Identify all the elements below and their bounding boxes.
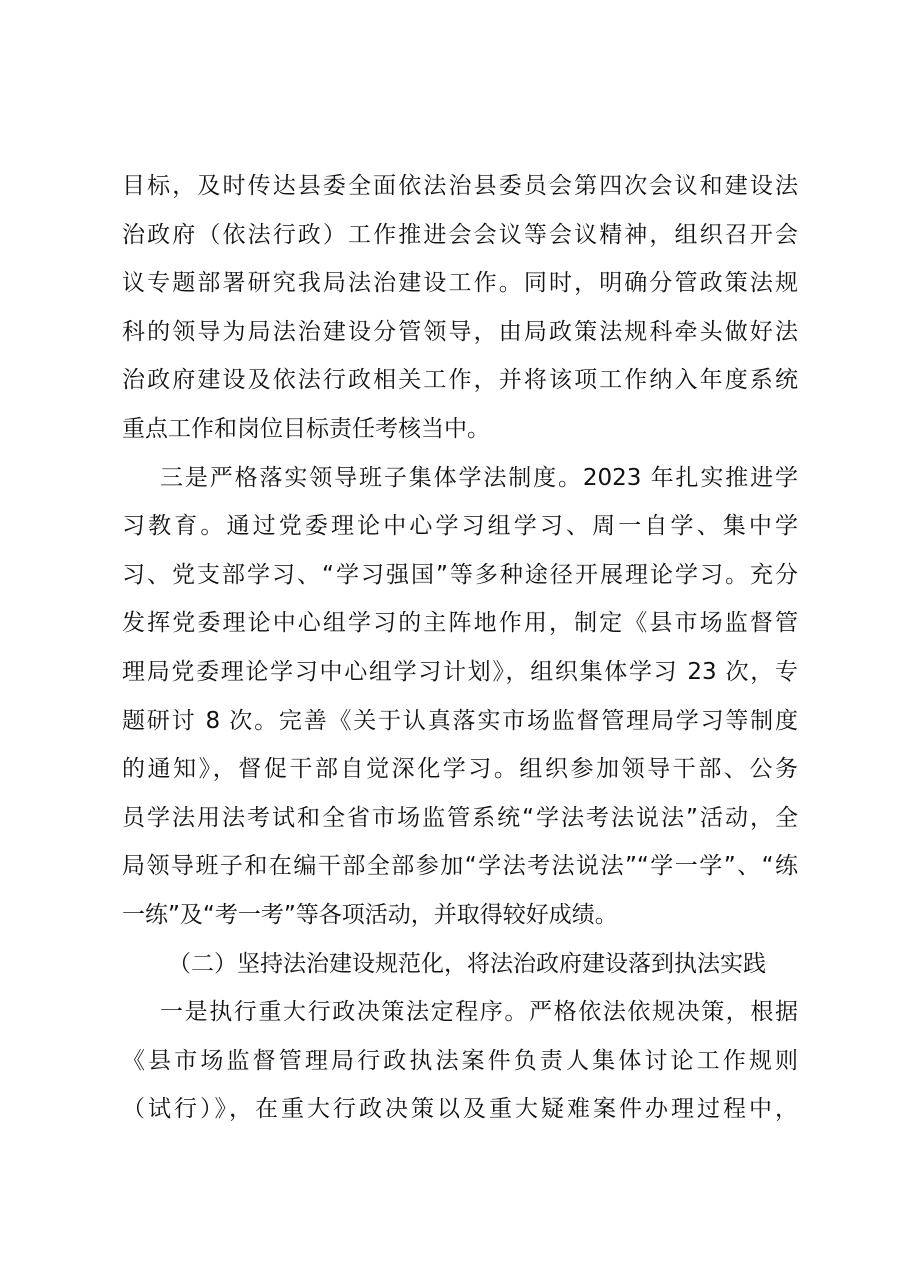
text-line-18: 一是执行重大行政决策法定程序。严格依法依规决策，根据 [160, 999, 798, 1026]
text-line-7: 三是严格落实领导班子集体学法制度。2023 年扎实推进学 [160, 464, 798, 491]
text-line-8: 习教育。通过党委理论中心学习组学习、周一自学、集中学 [122, 513, 798, 540]
text-line-10: 发挥党委理论中心组学习的主阵地作用，制定《县市场监督管 [122, 610, 798, 637]
document-body [122, 162, 798, 1134]
text-line-19: 《县市场监督管理局行政执法案件负责人集体讨论工作规则 [122, 1047, 798, 1074]
text-line-5: 治政府建设及依法行政相关工作，并将该项工作纳入年度系统 [122, 367, 798, 394]
text-line-15: 局领导班子和在编干部全部参加“学法考法说法”“学一学”、“练 [122, 853, 798, 880]
text-line-13: 的通知》，督促干部自觉深化学习。组织参加领导干部、公务 [122, 756, 798, 783]
text-line-2: 治政府（依法行政）工作推进会会议等会议精神，组织召开会 [122, 221, 798, 248]
text-line-6: 重点工作和岗位目标责任考核当中。 [122, 415, 490, 442]
text-line-14: 员学法用法考试和全省市场监管系统“学法考法说法”活动，全 [122, 804, 798, 831]
text-line-11: 理局党委理论学习中心组学习计划》，组织集体学习 23 次，专 [122, 658, 798, 685]
text-line-3: 议专题部署研究我局法治建设工作。同时，明确分管政策法规 [122, 270, 798, 297]
text-line-1: 目标，及时传达县委全面依法治县委员会第四次会议和建设法 [122, 173, 798, 199]
text-line-9: 习、党支部学习、“学习强国”等多种途径开展理论学习。充分 [122, 561, 798, 588]
text-line-16: 一练”及“考一考”等各项活动，并取得较好成绩。 [122, 901, 618, 928]
text-line-12: 题研讨 8 次。完善《关于认真落实市场监督管理局学习等制度 [122, 707, 798, 734]
text-line-4: 科的领导为局法治建设分管领导，由局政策法规科牵头做好法 [122, 318, 798, 345]
text-line-20: （试行）》，在重大行政决策以及重大疑难案件办理过程中， [122, 1096, 798, 1123]
section-heading: （二）坚持法治建设规范化，将法治政府建设落到执法实践 [168, 950, 766, 977]
